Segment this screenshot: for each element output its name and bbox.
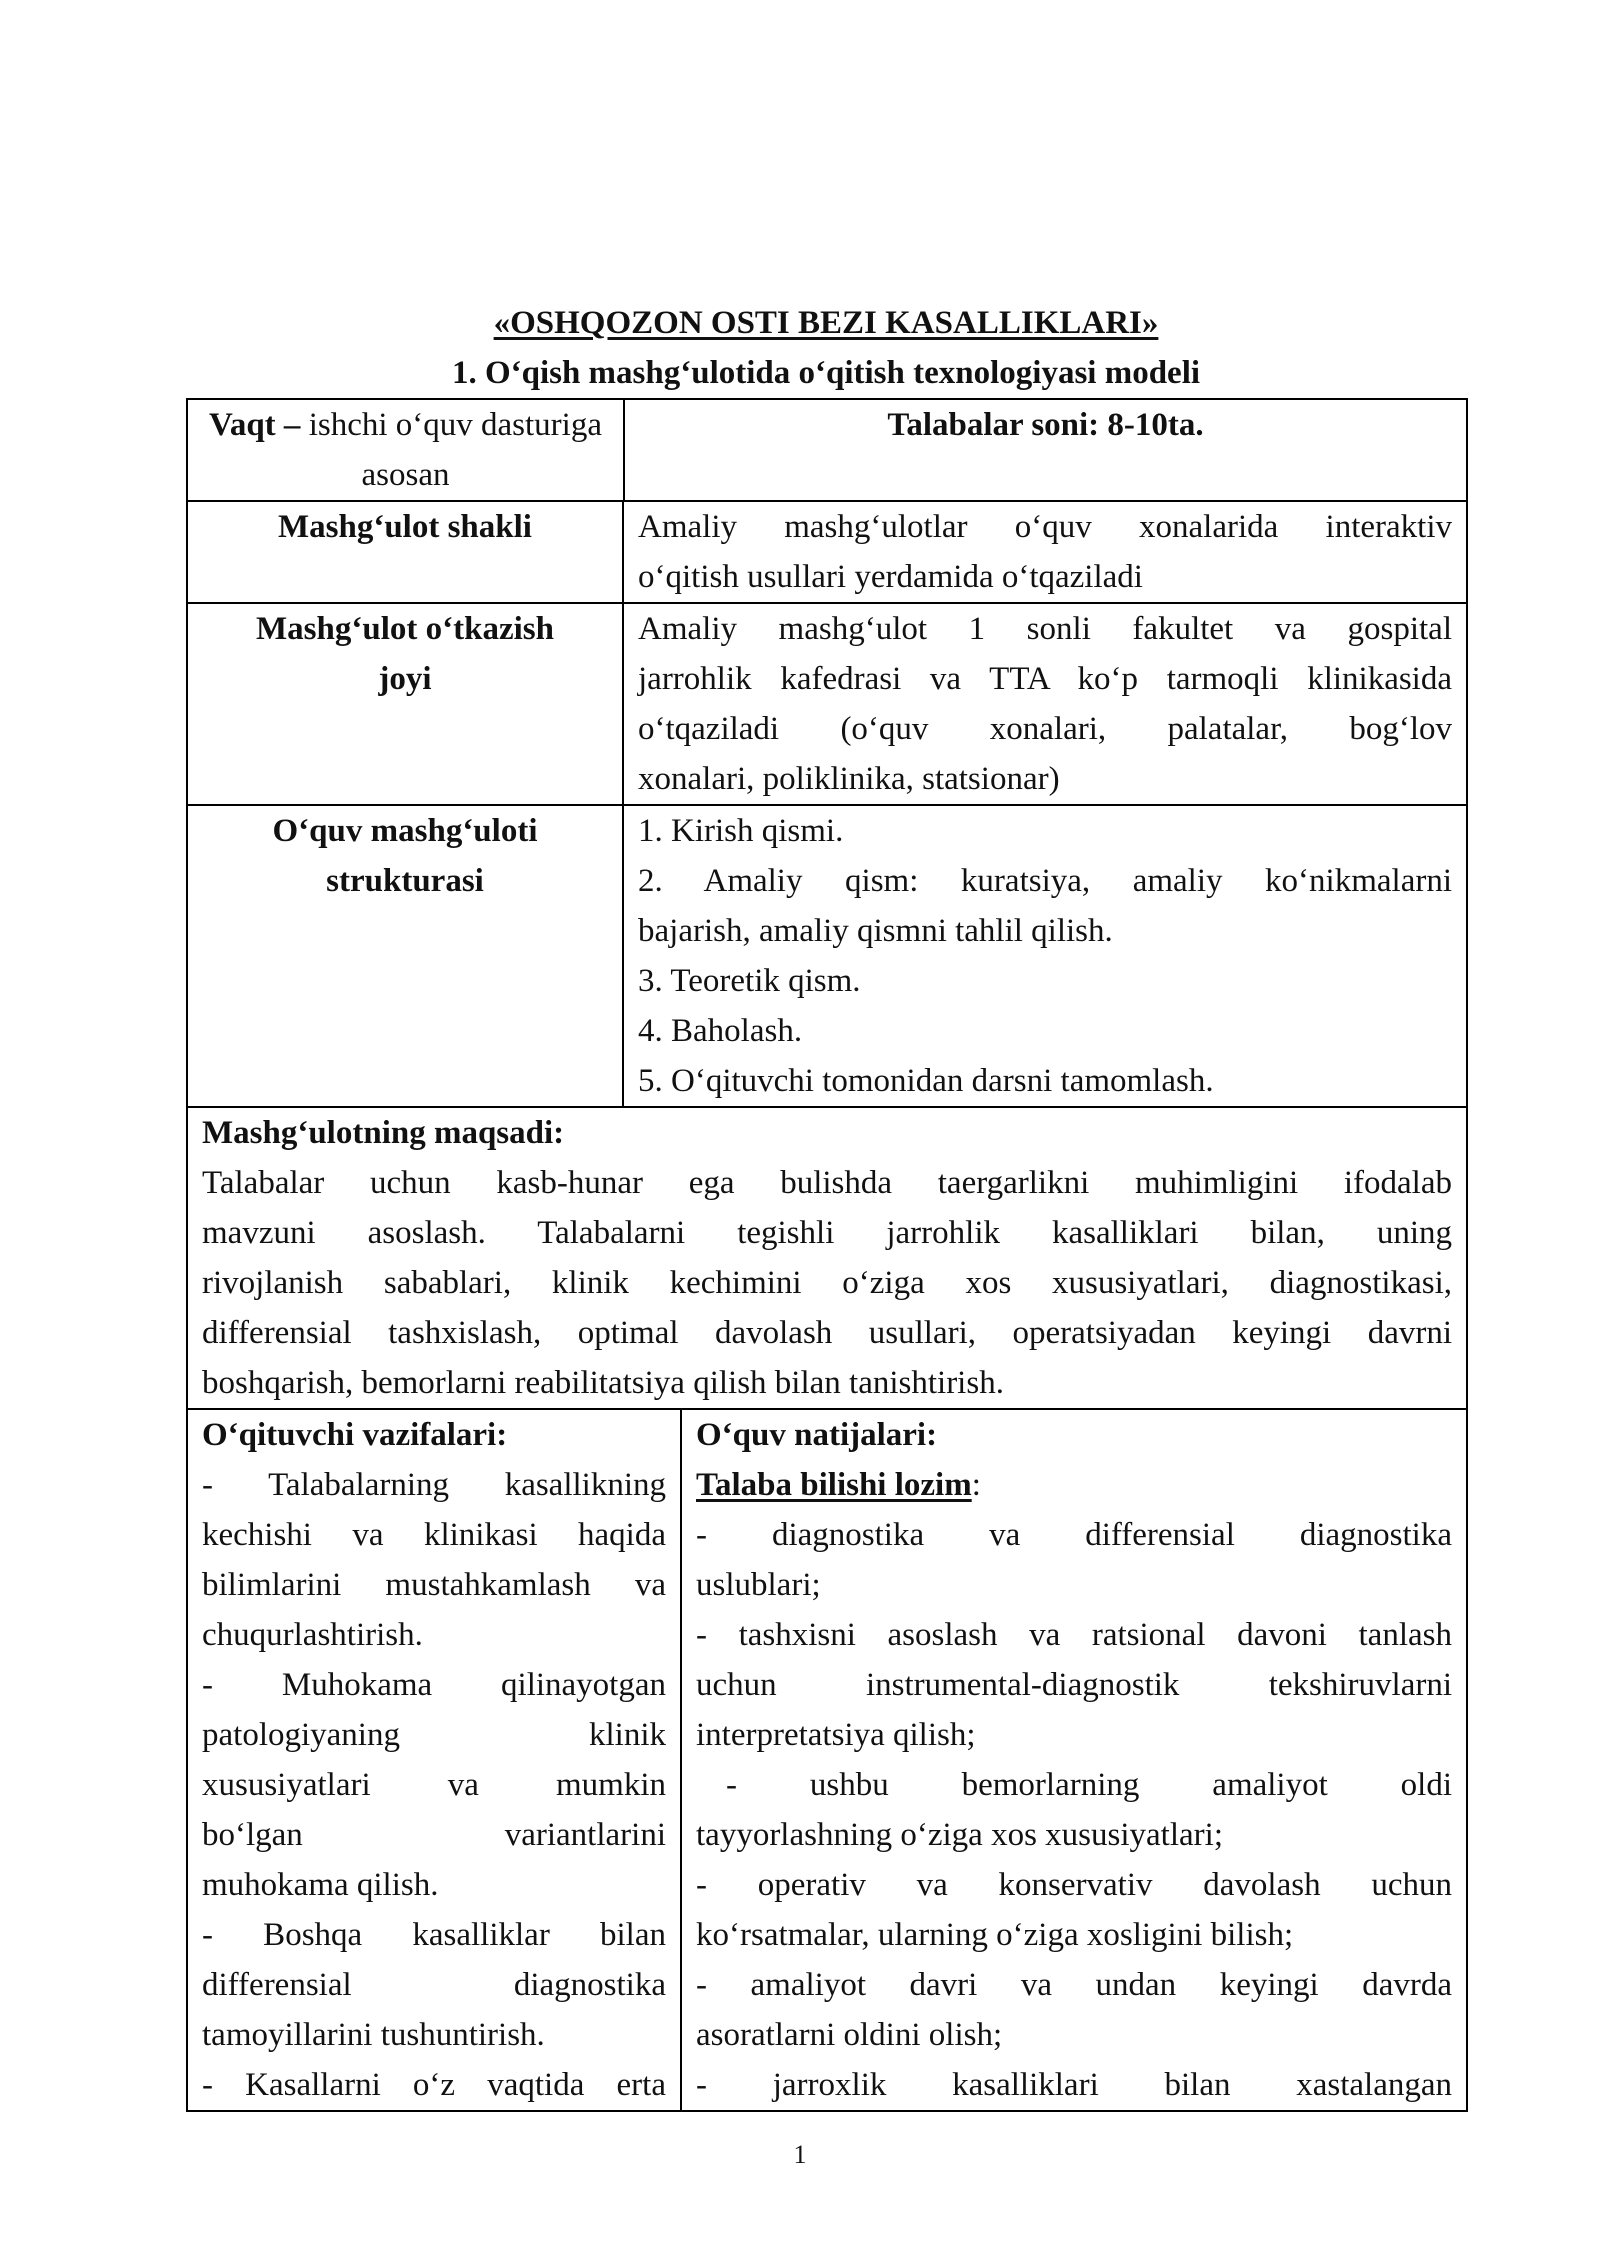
page-number: 1	[793, 2140, 807, 2169]
header-table	[186, 398, 1468, 502]
goal-cell: Mashg‘ulotning maqsadi: Talabalar uchun kasb-hunar ega bulishda taergarlikni muhimligini ifodalab mavzuni asoslash. Talabalarni tegishli jarrohlik kasalliklari bilan, uning rivojlanish sabablari, klinik kechimini o‘ziga xos xususiyatlari, diagnostikasi, differensial tashxislash, optimal davolash usullari, operatsiyadan keyingi davrni boshqarish, bemorlarni reabilitatsiya qilish bilan tanishtirish.	[187, 1107, 1467, 1409]
document-title: «OSHQOZON OSTI BEZI KASALLIKLARI»	[493, 305, 1159, 341]
tasks-table	[186, 1410, 1468, 2112]
teacher-heading: O‘qituvchi vazifalari:	[202, 1417, 508, 1453]
students-cell: Talabalar soni: 8-10ta.	[624, 399, 1467, 501]
document-page	[186, 298, 1466, 2112]
table-row	[187, 502, 1467, 603]
table-row	[187, 603, 1467, 805]
outcomes-subheading: Talaba bilishi lozim:	[696, 1467, 981, 1503]
row-label: Mashg‘ulot shakli	[187, 502, 623, 603]
row-content: 1. Kirish qismi. 2. Amaliy qism: kuratsiya, amaliy ko‘nikmalarni bajarish, amaliy qismni tahlil qilish. 3. Teoretik qism. 4. Baholash. 5. O‘qituvchi tomonidan darsni tamomlash.	[623, 805, 1467, 1107]
time-value-line2: asosan	[361, 457, 450, 493]
outcomes-cell: O‘quv natijalari: Talaba bilishi lozim: - diagnostika va differensial diagnostika uslublari; - tashxisni asoslash va ratsional davoni tanlash uchun instrumental-diagnostik tekshiruvlarni interpretatsiya qilish; - ushbu bemorlarning amaliyot oldi tayyorlashning o‘ziga xos xususiyatlari; - operativ va konservativ davolash uchun ko‘rsatmalar, ularning o‘ziga xosligini bilish; - amaliyot davri va undan keyingi davrda asoratlarni oldini olish; - jarroxlik kasalliklari bilan xastalangan	[681, 1410, 1467, 2111]
goal-row	[187, 1107, 1467, 1409]
row-label: Mashg‘ulot o‘tkazish joyi	[187, 603, 623, 805]
time-cell	[187, 399, 624, 501]
row-label: O‘quv mashg‘uloti strukturasi	[187, 805, 623, 1107]
time-value-line1: ishchi o‘quv dasturiga	[300, 407, 602, 443]
time-label: Vaqt –	[209, 407, 301, 443]
outcomes-heading: O‘quv natijalari:	[696, 1417, 938, 1453]
goal-heading: Mashg‘ulotning maqsadi:	[202, 1115, 565, 1151]
info-table	[186, 502, 1468, 1410]
teacher-tasks-cell: O‘qituvchi vazifalari: - Talabalarning kasallikning kechishi va klinikasi haqida bilimlarini mustahkamlash va chuqurlashtirish. - Muhokama qilinayotgan patologiyaning klinik xususiyatlari va mumkin bo‘lgan variantlarini muhokama qilish. - Boshqa kasalliklar bilan differensial diagnostika tamoyillarini tushuntirish. - Kasallarni o‘z vaqtida erta	[187, 1410, 681, 2111]
table-row	[187, 805, 1467, 1107]
document-subtitle: 1. O‘qish mashg‘ulotida o‘qitish texnologiyasi modeli	[451, 355, 1201, 391]
row-content: Amaliy mashg‘ulotlar o‘quv xonalarida interaktiv o‘qitish usullari yerdamida o‘tqaziladi	[623, 502, 1467, 603]
row-content: Amaliy mashg‘ulot 1 sonli fakultet va gospital jarrohlik kafedrasi va TTA ko‘p tarmoqli klinikasida o‘tqaziladi (o‘quv xonalari, palatalar, bog‘lov xonalari, poliklinika, statsionar)	[623, 603, 1467, 805]
